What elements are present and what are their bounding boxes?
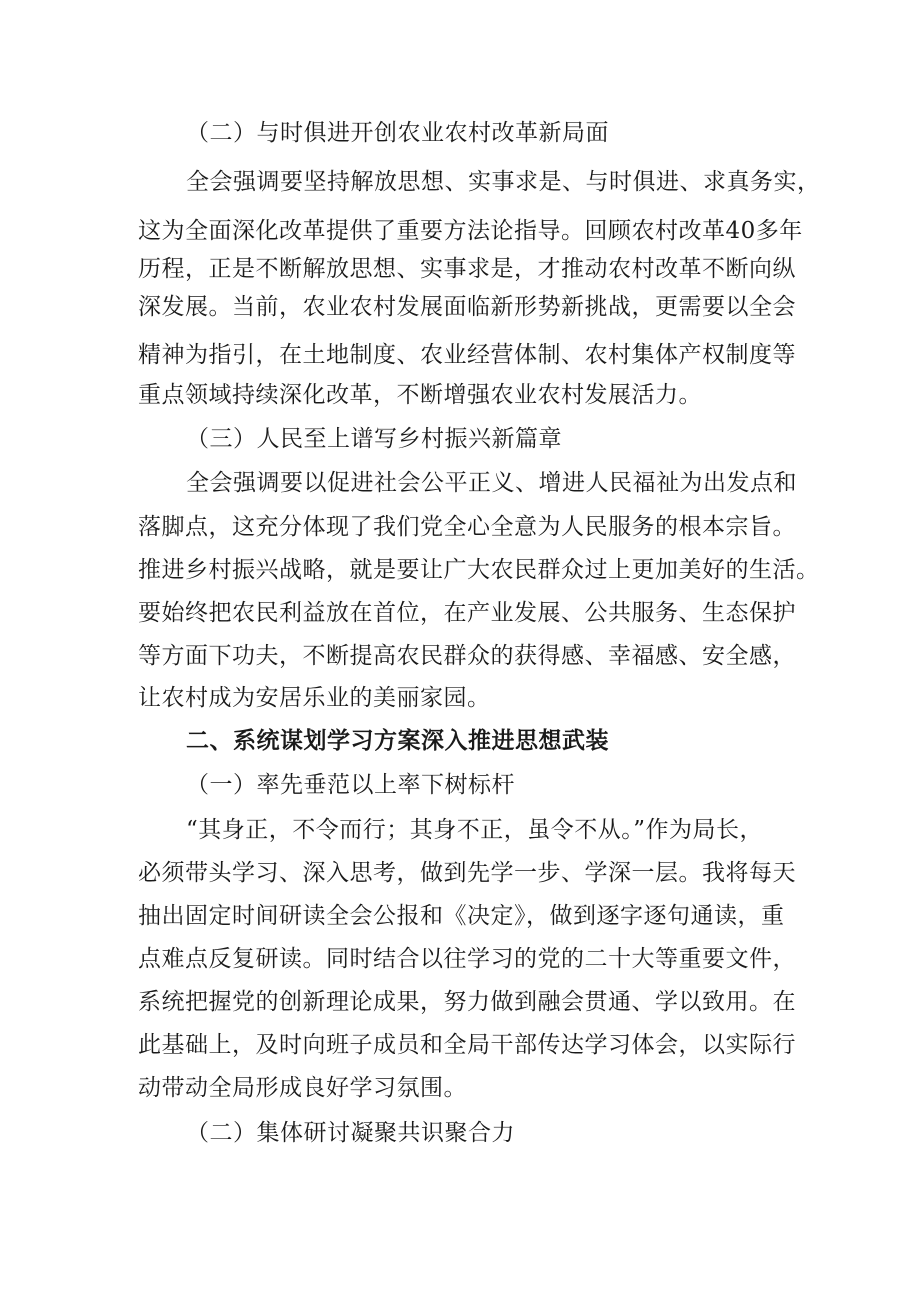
paragraph-line: 系统把握党的创新理论成果，努力做到融会贯通、学以致用。在 bbox=[138, 989, 796, 1015]
paragraph-line: 此基础上，及时向班子成员和全局干部传达学习体会，以实际行 bbox=[138, 1032, 796, 1058]
paragraph-line: 全会强调要以促进社会公平正义、增进人民福祉为出发点和 bbox=[186, 470, 797, 496]
paragraph-line: “其身正，不令而行；其身不正，虽令不从。”作为局长， bbox=[186, 817, 764, 843]
paragraph-line: 必须带头学习、深入思考，做到先学一步、学深一层。我将每天 bbox=[138, 860, 796, 886]
paragraph-line: 这为全面深化改革提供了重要方法论指导。回顾农村改革40多年 bbox=[138, 218, 803, 244]
paragraph-line: 让农村成为安居乐业的美丽家园。 bbox=[138, 685, 491, 711]
paragraph-line: 推进乡村振兴战略，就是要让广大农民群众过上更加美好的生活。 bbox=[138, 557, 820, 583]
section-heading: （二）集体研讨凝聚共识聚合力 bbox=[186, 1120, 515, 1146]
section-heading: （三）人民至上谱写乡村振兴新篇章 bbox=[186, 426, 562, 452]
paragraph-line: 落脚点，这充分体现了我们党全心全意为人民服务的根本宗旨。 bbox=[138, 514, 796, 540]
paragraph-line: 重点领域持续深化改革，不断增强农业农村发展活力。 bbox=[138, 382, 702, 408]
paragraph-line: 精神为指引，在土地制度、农业经营体制、农村集体产权制度等 bbox=[138, 342, 796, 368]
paragraph-line: 动带动全局形成良好学习氛围。 bbox=[138, 1075, 467, 1101]
paragraph-line: 抽出固定时间研读全会公报和《决定》，做到逐字逐句通读，重 bbox=[138, 903, 785, 929]
part-heading: 二、系统谋划学习方案深入推进思想武装 bbox=[186, 728, 609, 754]
paragraph-line: 历程，正是不断解放思想、实事求是，才推动农村改革不断向纵 bbox=[138, 256, 796, 282]
section-heading: （二）与时俱进开创农业农村改革新局面 bbox=[186, 120, 609, 146]
paragraph-line: 等方面下功夫，不断提高农民群众的获得感、幸福感、安全感， bbox=[138, 643, 796, 669]
paragraph-line: 深发展。当前，农业农村发展面临新形势新挑战，更需要以全会 bbox=[138, 294, 796, 320]
section-heading: （一）率先垂范以上率下树标杆 bbox=[186, 772, 515, 798]
paragraph-line: 全会强调要坚持解放思想、实事求是、与时俱进、求真务实， bbox=[186, 169, 821, 195]
paragraph-line: 点难点反复研读。同时结合以往学习的党的二十大等重要文件， bbox=[138, 946, 796, 972]
paragraph-line: 要始终把农民利益放在首位，在产业发展、公共服务、生态保护 bbox=[138, 600, 796, 626]
